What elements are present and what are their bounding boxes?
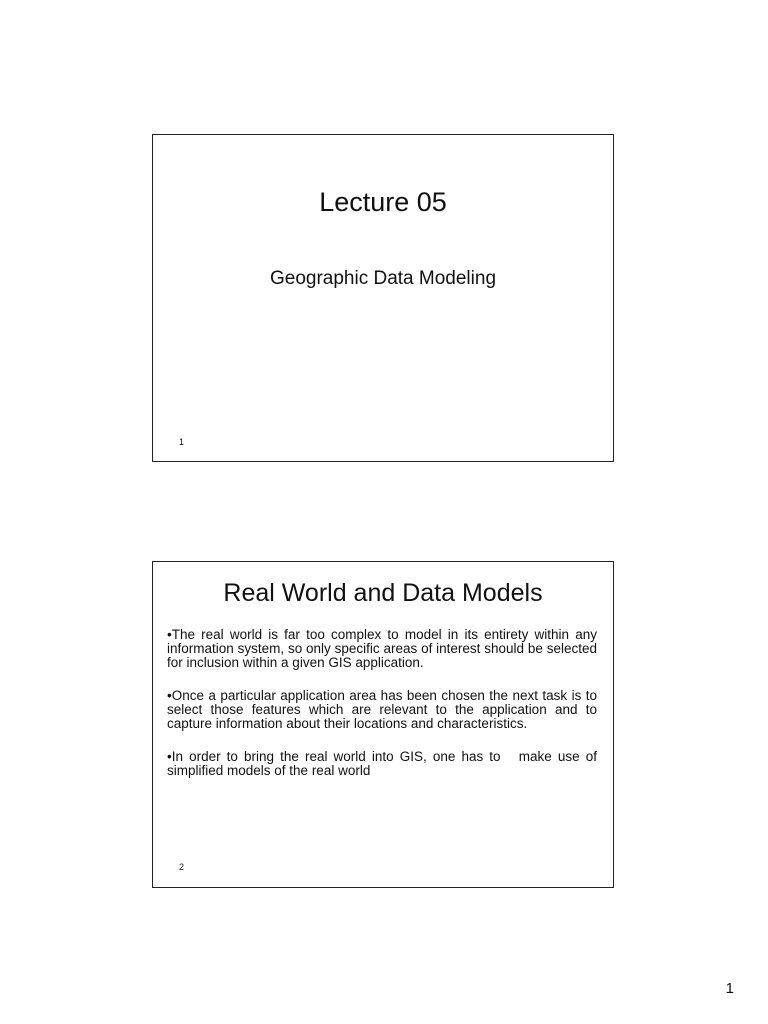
- bullet-item: •In order to bring the real world into GIS, one has to make use of simplified models of the real world: [167, 749, 601, 778]
- bullet-item: •The real world is far too complex to model in its entirety within any information system, so only specific areas of interest should be selected for inclusion within a given GIS application.: [167, 627, 597, 670]
- page-number: 1: [725, 980, 734, 997]
- slide-number: 2: [179, 862, 185, 872]
- slide-1: [152, 134, 614, 462]
- slide-number: 1: [179, 437, 185, 447]
- slide-title: Real World and Data Models: [223, 579, 543, 607]
- bullet-item: •Once a particular application area has been chosen the next task is to select those features which are relevant to the application and to capture information about their locations and characteristics.: [167, 688, 597, 731]
- slide-title: Lecture 05: [319, 187, 447, 217]
- slide-subtitle: Geographic Data Modeling: [269, 268, 497, 289]
- slide-2: [152, 561, 614, 888]
- bullet-list: [167, 627, 601, 797]
